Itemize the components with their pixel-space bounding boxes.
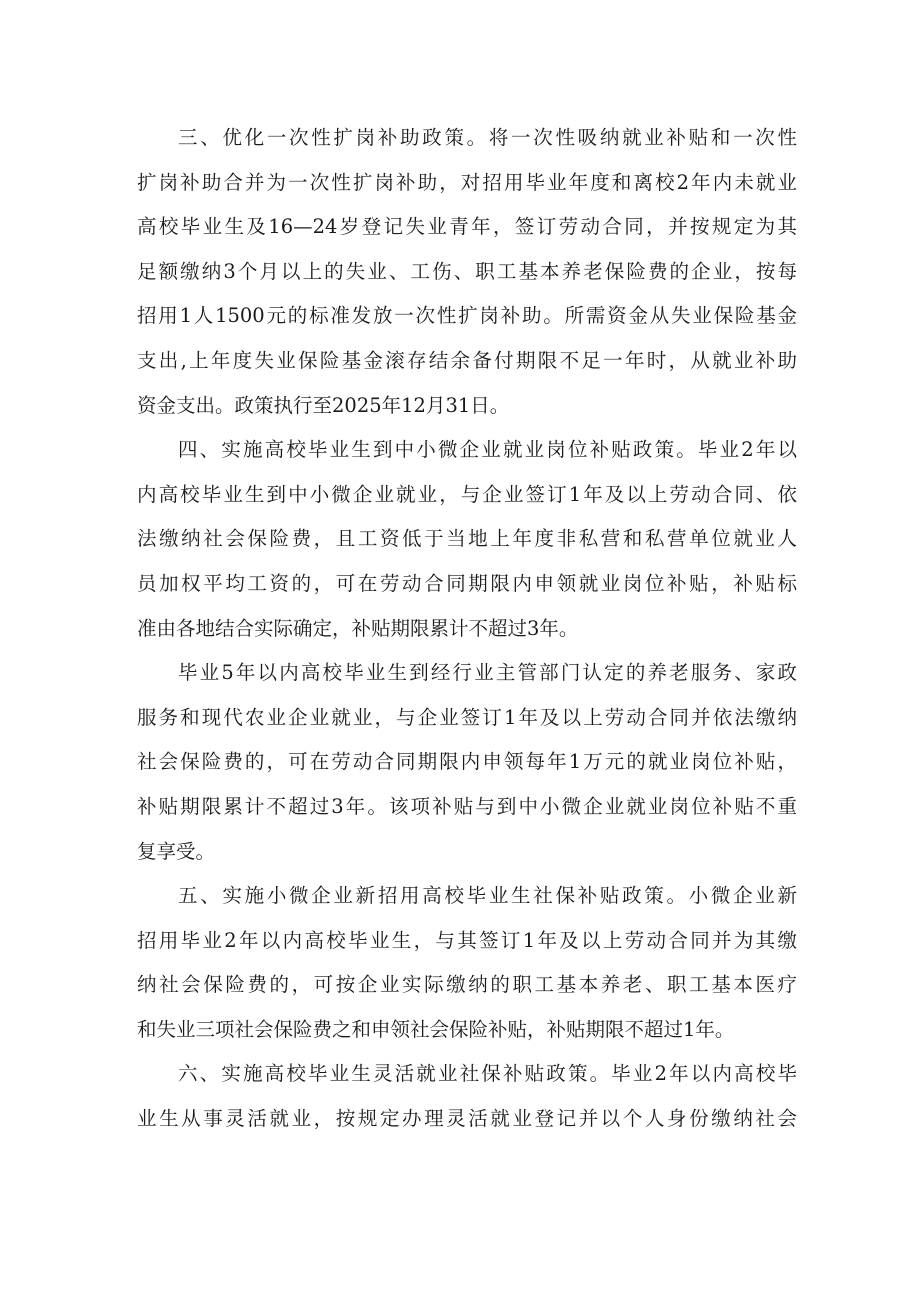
text-line: 足额缴纳3个月以上的失业、工伤、职工基本养老保险费的企业，按每: [137, 259, 797, 283]
text-line: 社会保险费的，可在劳动合同期限内申领每年1万元的就业岗位补贴，: [137, 750, 797, 774]
paragraph-flexible-employment: [137, 1052, 797, 1141]
text-line: 高校毕业生及16—24岁登记失业青年，签订劳动合同，并按规定为其: [137, 215, 797, 239]
text-line: 毕业5年以内高校毕业生到经行业主管部门认定的养老服务、家政: [178, 661, 797, 685]
text-line: 五、实施小微企业新招用高校毕业生社保补贴政策。小微企业新: [178, 884, 797, 908]
text-line: 招用1人1500元的标准发放一次性扩岗补助。所需资金从失业保险基金: [137, 304, 797, 328]
text-line: 扩岗补助合并为一次性扩岗补助，对招用毕业年度和离校2年内未就业: [137, 170, 797, 194]
paragraph-expansion-subsidy: [137, 116, 797, 428]
text-line: 四、实施高校毕业生到中小微企业就业岗位补贴政策。毕业2年以: [178, 438, 797, 462]
document-body: [137, 116, 797, 1142]
paragraph-eldercare-subsidy: [137, 651, 797, 874]
text-line: 纳社会保险费的，可按企业实际缴纳的职工基本养老、职工基本医疗: [137, 973, 797, 997]
text-line: 支出,上年度失业保险基金滚存结余备付期限不足一年时，从就业补助: [137, 348, 797, 372]
text-line: 法缴纳社会保险费，且工资低于当地上年度非私营和私营单位就业人: [137, 527, 797, 551]
text-line: 资金支出。政策执行至2025年12月31日。: [137, 393, 510, 417]
text-line: 六、实施高校毕业生灵活就业社保补贴政策。毕业2年以内高校毕: [178, 1062, 797, 1086]
text-line: 补贴期限累计不超过3年。该项补贴与到中小微企业就业岗位补贴不重: [137, 794, 797, 818]
text-line: 准由各地结合实际确定，补贴期限累计不超过3年。: [137, 616, 579, 640]
text-line: 三、优化一次性扩岗补助政策。将一次性吸纳就业补贴和一次性: [178, 126, 797, 149]
text-line: 业生从事灵活就业，按规定办理灵活就业登记并以个人身份缴纳社会: [137, 1107, 797, 1131]
text-line: 和失业三项社会保险费之和申领社会保险补贴，补贴期限不超过1年。: [137, 1017, 735, 1041]
text-line: 内高校毕业生到中小微企业就业，与企业签订1年及以上劳动合同、依: [137, 482, 797, 506]
text-line: 招用毕业2年以内高校毕业生，与其签订1年及以上劳动合同并为其缴: [137, 928, 797, 952]
text-line: 员加权平均工资的，可在劳动合同期限内申领就业岗位补贴，补贴标: [137, 571, 797, 595]
text-line: 服务和现代农业企业就业，与企业签订1年及以上劳动合同并依法缴纳: [137, 705, 797, 729]
text-line: 复享受。: [137, 839, 216, 863]
paragraph-sme-job-subsidy: [137, 428, 797, 651]
paragraph-small-enterprise-social-insurance: [137, 874, 797, 1052]
